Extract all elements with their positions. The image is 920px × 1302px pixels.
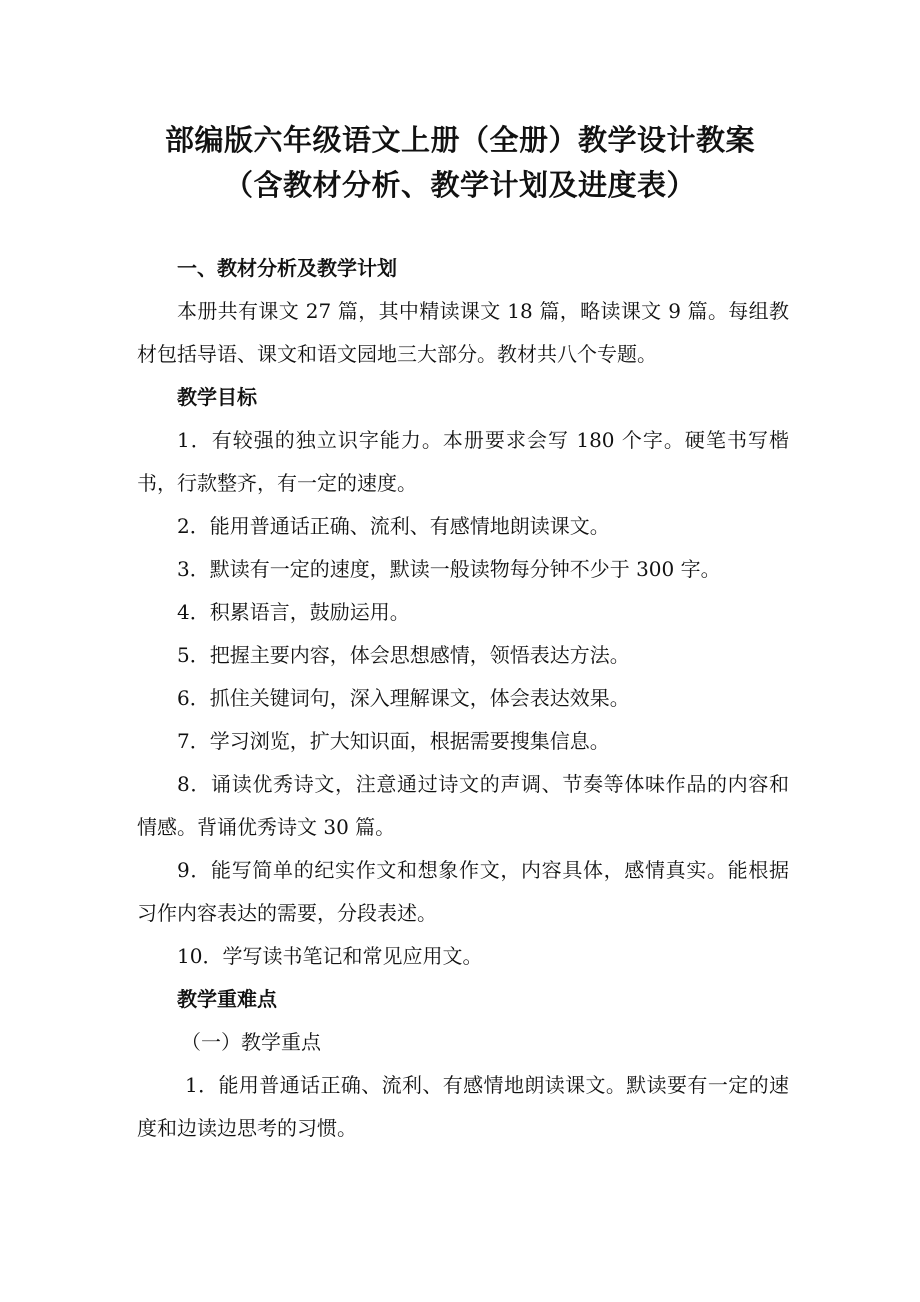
- key-point-item-1: 1．能用普通话正确、流利、有感情地朗读课文。默读要有一定的速度和边读边思考的习惯。: [137, 1073, 789, 1140]
- goal-item-1: 1．有较强的独立识字能力。本册要求会写 180 个字。硬笔书写楷书，行款整齐，有一定的速度。: [137, 428, 789, 495]
- document-title-line2: （含教材分析、教学计划及进度表）: [223, 168, 696, 202]
- goal-item-2: 2．能用普通话正确、流利、有感情地朗读课文。: [177, 514, 610, 538]
- goal-item-5: 5．把握主要内容，体会思想感情，领悟表达方法。: [177, 643, 630, 667]
- difficulties-heading: 教学重难点: [177, 987, 277, 1011]
- goal-item-4: 4．积累语言，鼓励运用。: [177, 600, 410, 624]
- goal-item-3: 3．默读有一定的速度，默读一般读物每分钟不少于 300 字。: [177, 557, 721, 581]
- goals-heading: 教学目标: [177, 385, 257, 409]
- goal-item-6: 6．抓住关键词句，深入理解课文，体会表达效果。: [177, 686, 630, 710]
- intro-paragraph: 本册共有课文 27 篇，其中精读课文 18 篇，略读课文 9 篇。每组教材包括导语、课文和语文园地三大部分。教材共八个专题。: [137, 299, 789, 366]
- key-points-heading: （一）教学重点: [181, 1030, 321, 1054]
- goal-item-8: 8．诵读优秀诗文，注意通过诗文的声调、节奏等体味作品的内容和情感。背诵优秀诗文 30 篇。: [137, 772, 789, 839]
- goal-item-7: 7．学习浏览，扩大知识面，根据需要搜集信息。: [177, 729, 610, 753]
- document-title-line1: 部编版六年级语文上册（全册）教学设计教案: [164, 123, 755, 157]
- goal-item-9: 9．能写简单的纪实作文和想象作文，内容具体，感情真实。能根据习作内容表达的需要，分段表述。: [137, 858, 789, 925]
- section-heading-materials-plan: 一、教材分析及教学计划: [177, 256, 397, 280]
- goal-item-10: 10．学写读书笔记和常见应用文。: [177, 944, 483, 968]
